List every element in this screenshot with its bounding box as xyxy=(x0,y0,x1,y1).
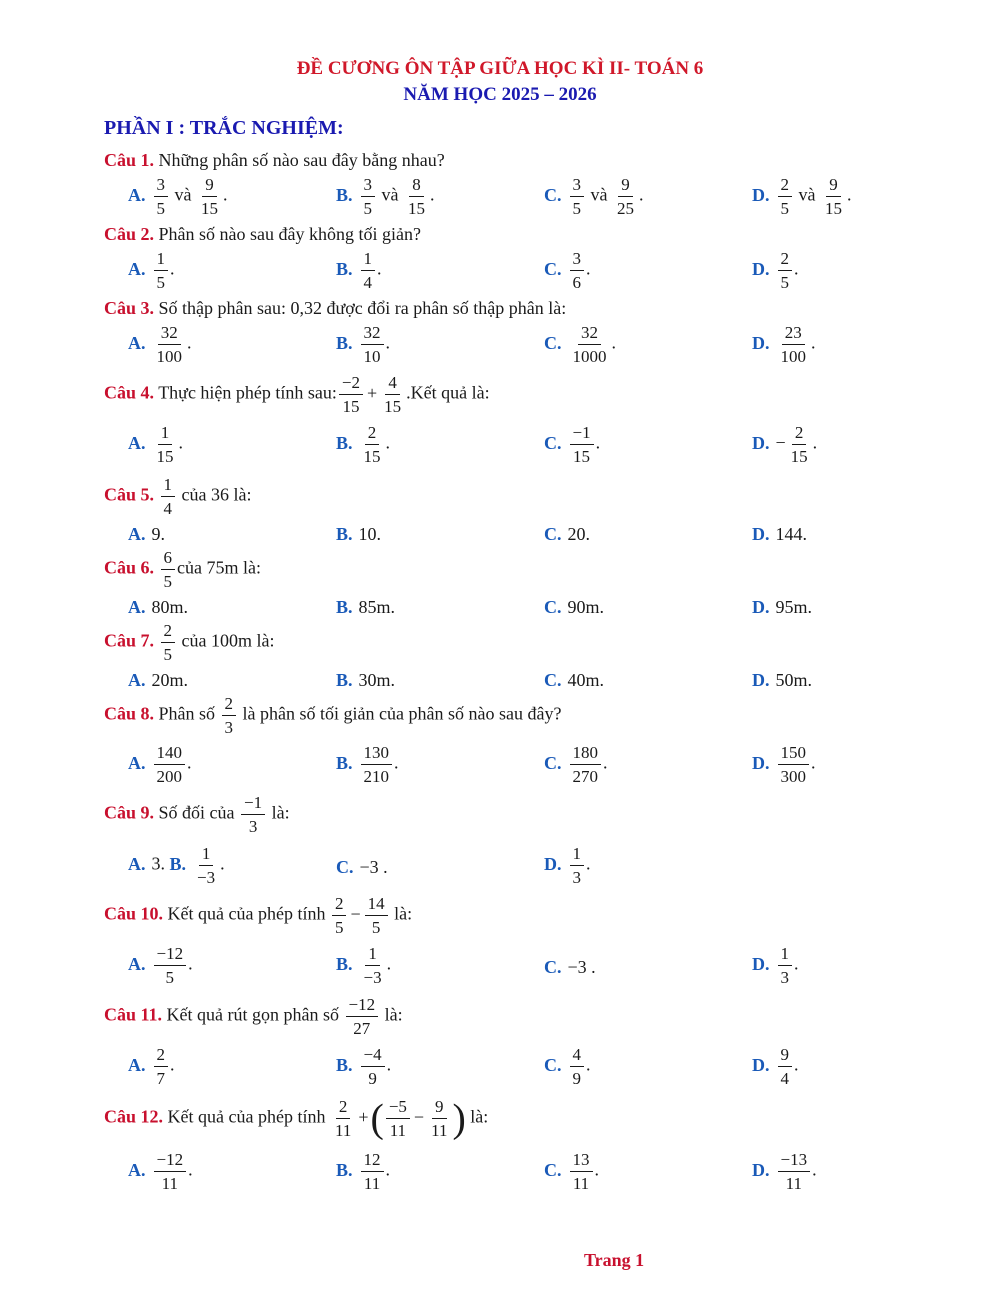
fraction: $\frac{8}{15}$ xyxy=(408,175,426,218)
option-letter: C. xyxy=(336,857,354,877)
fraction: $\frac{3}{5}$ xyxy=(154,174,169,219)
fraction: $\frac{180}{270}$ xyxy=(570,742,602,787)
fraction: $\frac{9}{15}$ xyxy=(201,175,218,218)
option-5c[interactable]: C. 20. xyxy=(544,524,590,544)
fraction: $\frac{-4}{9}$ xyxy=(361,1044,385,1089)
option-letter: C. xyxy=(544,670,562,690)
question-text: Số đối của xyxy=(154,802,235,823)
question-number: Câu 8. xyxy=(104,703,155,724)
fraction: $\frac{4}{9}$ xyxy=(570,1044,585,1089)
option-letter: D. xyxy=(752,432,770,453)
option-7a[interactable]: A. 20m. xyxy=(128,670,189,690)
question-text: Kết quả của phép tính xyxy=(163,1106,326,1127)
fraction: $\frac{2}{7}$ xyxy=(154,1044,169,1089)
option-letter: B. xyxy=(336,1054,353,1075)
fraction: $\frac{-12}{5}$ xyxy=(154,943,187,988)
fraction: $\frac{-1}{15}$ xyxy=(570,422,594,467)
fraction: $\frac{1}{15}$ xyxy=(156,423,174,466)
question-4: Câu 4. Thực hiện phép tính sau: $\frac{-2}{15}$ + $\frac{4}{15}$ .Kết quả là: xyxy=(104,373,490,416)
option-2a[interactable]: A. $\frac{1}{5}$ . xyxy=(128,249,175,292)
question-10: Câu 10. Kết quả của phép tính $\frac{2}{5}$ − $\frac{14}{5}$ là: xyxy=(104,894,413,937)
option-letter: B. xyxy=(336,258,353,279)
fraction: $\frac{1}{3}$ xyxy=(778,943,793,988)
option-letter: D. xyxy=(752,1159,770,1180)
question-number: Câu 5. xyxy=(104,484,155,505)
fraction: $\frac{13}{11}$ xyxy=(570,1149,593,1194)
option-letter: D. xyxy=(752,752,770,773)
open-parenthesis: ( xyxy=(370,1095,384,1141)
option-7c[interactable]: C. 40m. xyxy=(544,670,605,690)
option-letter: C. xyxy=(544,1159,562,1180)
option-7b[interactable]: B. 30m. xyxy=(336,670,396,690)
option-8a[interactable]: A. $\frac{140}{200}$ . xyxy=(128,743,192,786)
option-11d[interactable]: D. $\frac{9}{4}$ . xyxy=(752,1045,799,1088)
fraction: $\frac{1}{-3}$ xyxy=(197,844,216,887)
option-letter: C. xyxy=(544,258,562,279)
fraction: $\frac{-2}{15}$ xyxy=(339,372,363,417)
option-2b[interactable]: B. $\frac{1}{4}$ . xyxy=(336,249,382,292)
option-letter: B. xyxy=(336,752,353,773)
option-letter: D. xyxy=(752,258,770,279)
fraction: $\frac{140}{200}$ xyxy=(154,742,186,787)
option-8d[interactable]: D. $\frac{150}{300}$ . xyxy=(752,743,816,786)
option-3b[interactable]: B. $\frac{32}{10}$ . xyxy=(336,323,391,366)
option-letter: B. xyxy=(336,184,353,205)
option-letter: A. xyxy=(128,670,146,690)
option-letter: B. xyxy=(336,332,353,353)
option-6b[interactable]: B. 85m. xyxy=(336,597,396,617)
option-1c[interactable]: C. $\frac{3}{5}$ và $\frac{9}{25}$ . xyxy=(544,175,644,218)
fraction: $\frac{3}{5}$ xyxy=(361,174,376,219)
fraction: $\frac{4}{15}$ xyxy=(384,373,402,416)
option-5d[interactable]: D. 144. xyxy=(752,524,807,544)
option-letter: D. xyxy=(752,597,770,617)
question-8: Câu 8. Phân số $\frac{2}{3}$ là phân số tối giản của phân số nào sau đây? xyxy=(104,694,562,737)
option-6a[interactable]: A. 80m. xyxy=(128,597,189,617)
fraction: $\frac{32}{1000}$ xyxy=(572,323,607,366)
document-title: ĐỀ CƯƠNG ÔN TẬP GIỮA HỌC KÌ II- TOÁN 6 xyxy=(296,58,704,79)
fraction: $\frac{2}{15}$ xyxy=(363,423,381,466)
option-5a[interactable]: A. 9. xyxy=(128,524,165,544)
question-7: Câu 7. $\frac{2}{5}$ của 100m là: xyxy=(104,621,275,664)
fraction: $\frac{2}{11}$ xyxy=(334,1097,352,1140)
option-11c[interactable]: C. $\frac{4}{9}$ . xyxy=(544,1045,591,1088)
question-text: Phân số nào sau đây không tối giản? xyxy=(154,224,421,244)
option-letter: C. xyxy=(544,957,562,977)
fraction: $\frac{-12}{27}$ xyxy=(346,994,379,1039)
option-letter: A. xyxy=(128,184,146,205)
option-5b[interactable]: B. 10. xyxy=(336,524,382,544)
option-11a[interactable]: A. $\frac{2}{7}$ . xyxy=(128,1045,175,1088)
option-9c[interactable]: C. −3 . xyxy=(336,857,388,877)
question-number: Câu 10. xyxy=(104,903,164,924)
question-number: Câu 1. xyxy=(104,150,155,170)
close-parenthesis: ) xyxy=(452,1095,466,1141)
option-letter: A. xyxy=(128,1054,146,1075)
option-letter: A. xyxy=(128,524,146,544)
option-3d[interactable]: D. $\frac{23}{100}$ . xyxy=(752,323,816,366)
fraction: $\frac{9}{4}$ xyxy=(778,1044,793,1089)
fraction: $\frac{1}{5}$ xyxy=(154,248,169,293)
question-number: Câu 2. xyxy=(104,224,155,244)
option-letter: B. xyxy=(336,670,353,690)
option-letter: A. xyxy=(128,752,146,773)
fraction: $\frac{2}{5}$ xyxy=(778,174,793,219)
option-3c[interactable]: C. $\frac{32}{1000}$ . xyxy=(544,323,616,366)
option-2d[interactable]: D. $\frac{2}{5}$ . xyxy=(752,249,799,292)
option-letter: A. xyxy=(128,853,146,874)
option-letter: B. xyxy=(336,524,353,544)
option-letter: D. xyxy=(752,670,770,690)
option-letter: D. xyxy=(544,853,562,874)
question-number: Câu 9. xyxy=(104,802,155,823)
fraction: $\frac{2}{15}$ xyxy=(790,423,808,466)
question-6: Câu 6. $\frac{6}{5}$ của 75m là: xyxy=(104,548,261,591)
option-4d[interactable]: D. − $\frac{2}{15}$ . xyxy=(752,423,818,466)
option-9d[interactable]: D. $\frac{1}{3}$ . xyxy=(544,844,591,887)
fraction: $\frac{6}{5}$ xyxy=(161,547,176,592)
fraction: $\frac{150}{300}$ xyxy=(778,742,810,787)
option-letter: A. xyxy=(128,332,146,353)
option-letter: B. xyxy=(336,953,353,974)
fraction: $\frac{-13}{11}$ xyxy=(778,1149,811,1194)
option-letter: C. xyxy=(544,184,562,205)
fraction: $\frac{3}{5}$ xyxy=(570,174,585,219)
option-6c[interactable]: C. 90m. xyxy=(544,597,605,617)
fraction: $\frac{14}{5}$ xyxy=(365,893,388,938)
fraction: $\frac{9}{15}$ xyxy=(825,175,842,218)
question-text: Phân số xyxy=(154,703,216,724)
option-letter: A. xyxy=(128,258,146,279)
school-year: NĂM HỌC 2025 – 2026 xyxy=(403,84,597,105)
option-4a[interactable]: A. $\frac{1}{15}$ . xyxy=(128,423,183,466)
option-2c[interactable]: C. $\frac{3}{6}$ . xyxy=(544,249,591,292)
option-8c[interactable]: C. $\frac{180}{270}$ . xyxy=(544,743,608,786)
option-letter: D. xyxy=(752,524,770,544)
question-text: Kết quả rút gọn phân số xyxy=(162,1004,339,1025)
option-letter: B. xyxy=(336,597,353,617)
option-12b[interactable]: B. $\frac{12}{11}$ . xyxy=(336,1150,391,1193)
option-letter: D. xyxy=(752,1054,770,1075)
question-number: Câu 11. xyxy=(104,1004,163,1025)
fraction: $\frac{2}{5}$ xyxy=(778,248,793,293)
option-letter: D. xyxy=(752,332,770,353)
option-12c[interactable]: C. $\frac{13}{11}$ . xyxy=(544,1150,599,1193)
page-number: Trang 1 xyxy=(584,1250,645,1270)
question-1 xyxy=(104,148,445,172)
option-12d[interactable]: D. $\frac{-13}{11}$ . xyxy=(752,1150,817,1193)
fraction: $\frac{2}{3}$ xyxy=(222,693,237,738)
fraction: $\frac{1}{4}$ xyxy=(361,248,376,293)
option-letter: B. xyxy=(169,853,187,874)
fraction: $\frac{23}{100}$ xyxy=(780,323,806,366)
fraction: $\frac{9}{11}$ xyxy=(431,1097,448,1140)
option-4b[interactable]: B. $\frac{2}{15}$ . xyxy=(336,423,391,466)
question-number: Câu 3. xyxy=(104,298,155,318)
option-7d[interactable]: D. 50m. xyxy=(752,670,813,690)
option-letter: A. xyxy=(128,597,146,617)
fraction: $\frac{1}{-3}$ xyxy=(363,944,382,987)
option-1d[interactable]: D. $\frac{2}{5}$ và $\frac{9}{15}$ . xyxy=(752,175,852,218)
option-letter: C. xyxy=(544,432,562,453)
option-3a[interactable]: A. $\frac{32}{100}$ . xyxy=(128,323,192,366)
question-text: Những phân số nào sau đây bằng nhau? xyxy=(154,150,445,170)
fraction: $\frac{12}{11}$ xyxy=(361,1149,384,1194)
option-letter: C. xyxy=(544,1054,562,1075)
fraction: $\frac{130}{210}$ xyxy=(361,742,393,787)
fraction: $\frac{-1}{3}$ xyxy=(241,792,265,837)
fraction: $\frac{32}{100}$ xyxy=(156,323,182,366)
option-letter: D. xyxy=(752,953,770,974)
section-heading: PHẦN I : TRẮC NGHIỆM: xyxy=(104,117,344,139)
question-text: Kết quả của phép tính xyxy=(163,903,326,924)
option-10c[interactable]: C. −3 . xyxy=(544,957,596,977)
fraction: $\frac{32}{10}$ xyxy=(361,322,384,367)
question-9: Câu 9. Số đối của $\frac{-1}{3}$ là: xyxy=(104,793,290,836)
option-letter: B. xyxy=(336,432,353,453)
option-9a[interactable]: A. 3. B. $\frac{1}{-3}$ . xyxy=(128,844,225,887)
option-8b[interactable]: B. $\frac{130}{210}$ . xyxy=(336,743,399,786)
option-10a[interactable]: A. $\frac{-12}{5}$ . xyxy=(128,944,193,987)
option-letter: D. xyxy=(752,184,770,205)
option-letter: A. xyxy=(128,1159,146,1180)
option-1b[interactable]: B. $\frac{3}{5}$ và $\frac{8}{15}$ . xyxy=(336,175,435,218)
fraction: $\frac{-5}{11}$ xyxy=(386,1096,410,1141)
question-3 xyxy=(104,296,566,320)
question-11: Câu 11. Kết quả rút gọn phân số $\frac{-12}{27}$ là: xyxy=(104,995,403,1038)
option-12a[interactable]: A. $\frac{-12}{11}$ . xyxy=(128,1150,193,1193)
fraction: $\frac{1}{3}$ xyxy=(570,843,585,888)
fraction: $\frac{1}{4}$ xyxy=(161,474,176,519)
option-letter: C. xyxy=(544,597,562,617)
fraction: $\frac{-12}{11}$ xyxy=(154,1149,187,1194)
option-letter: C. xyxy=(544,332,562,353)
option-10d[interactable]: D. $\frac{1}{3}$ . xyxy=(752,944,799,987)
option-letter: A. xyxy=(128,432,146,453)
question-12: Câu 12. Kết quả của phép tính $\frac{2}{11}$ +( $\frac{-5}{11}$ − $\frac{9}{11}$ ) là: xyxy=(104,1095,489,1141)
option-letter: B. xyxy=(336,1159,353,1180)
question-number: Câu 6. xyxy=(104,557,155,578)
fraction: $\frac{9}{25}$ xyxy=(617,175,634,218)
option-6d[interactable]: D. 95m. xyxy=(752,597,813,617)
question-number: Câu 7. xyxy=(104,630,155,651)
question-5: Câu 5. $\frac{1}{4}$ của 36 là: xyxy=(104,475,252,518)
option-letter: C. xyxy=(544,524,562,544)
option-letter: C. xyxy=(544,752,562,773)
question-2 xyxy=(104,222,421,246)
question-text: Thực hiện phép tính sau: xyxy=(154,382,337,403)
option-11b[interactable]: B. $\frac{-4}{9}$ . xyxy=(336,1045,392,1088)
fraction: $\frac{3}{6}$ xyxy=(570,248,585,293)
fraction: $\frac{2}{5}$ xyxy=(332,893,347,938)
question-number: Câu 12. xyxy=(104,1106,164,1127)
option-4c[interactable]: C. $\frac{-1}{15}$ . xyxy=(544,423,601,466)
option-10b[interactable]: B. $\frac{1}{-3}$ . xyxy=(336,944,392,987)
fraction: $\frac{2}{5}$ xyxy=(161,620,176,665)
option-1a[interactable]: A. $\frac{3}{5}$ và $\frac{9}{15}$ . xyxy=(128,175,228,218)
option-letter: A. xyxy=(128,953,146,974)
question-text: Số thập phân sau: 0,32 được đổi ra phân số thập phân là: xyxy=(154,298,567,318)
question-number: Câu 4. xyxy=(104,382,155,403)
